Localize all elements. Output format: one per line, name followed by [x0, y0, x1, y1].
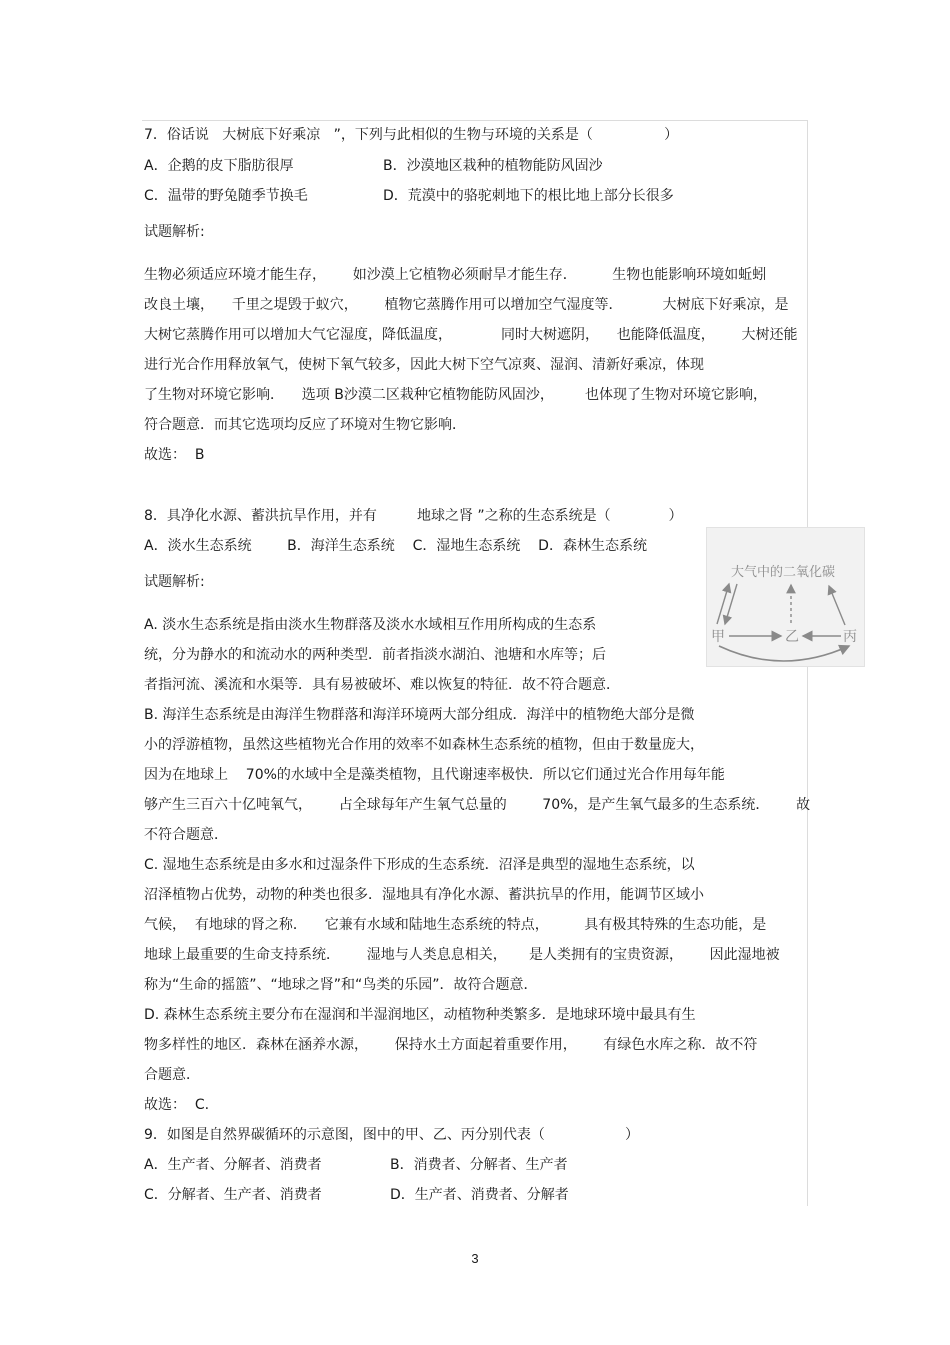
q8-analysis-line: D. 森林生态系统主要分布在湿润和半湿润地区，动植物种类繁多．是地球环境中最具有生	[144, 1007, 696, 1023]
q8-analysis-line: 物多样性的地区．森林在涵养水源， 保持水土方面起着重要作用， 有绿色水库之称．故不符	[144, 1037, 758, 1053]
q9-option-c: C．分解者、生产者、消费者	[144, 1187, 322, 1203]
q8-analysis-line: 小的浮游植物，虽然这些植物光合作用的效率不如森林生态系统的植物，但由于数量庞大，	[144, 737, 704, 753]
arrow-jia-to-bing	[719, 646, 849, 661]
q8-analysis-line: B. 海洋生态系统是由海洋生物群落和海洋环境两大部分组成．海洋中的植物绝大部分是微	[144, 707, 695, 723]
atmosphere-co2-label: 大气中的二氧化碳	[731, 565, 836, 580]
q8-analysis-line: 统，分为静水的和流动水的两种类型．前者指淡水湖泊、池塘和水库等；后	[144, 647, 606, 663]
q7-analysis-line: 进行光合作用释放氧气，使树下氧气较多，因此大树下空气凉爽、湿润、清新好乘凉，体现	[144, 357, 704, 373]
q8-analysis-line: 因为在地球上 70%的水域中全是藻类植物，且代谢速率极快．所以它们通过光合作用每年能	[144, 767, 725, 783]
q7-option-d: D．荒漠中的骆驼刺地下的根比地上部分长很多	[383, 188, 674, 204]
q7-option-a: A．企鹅的皮下脂肪很厚	[144, 158, 294, 174]
q8-analysis-line: C. 湿地生态系统是由多水和过湿条件下形成的生态系统．沼泽是典型的湿地生态系统，以	[144, 857, 695, 873]
q7-answer: 故选： B	[144, 447, 205, 463]
q7-analysis-line: 生物必须适应环境才能生存， 如沙漠上它植物必须耐旱才能生存． 生物也能影响环境如蚯蚓	[144, 267, 767, 283]
q8-analysis-line: 不符合题意．	[144, 827, 228, 843]
q7-option-c: C．温带的野兔随季节换毛	[144, 188, 308, 204]
q8-analysis-line: 者指河流、溪流和水渠等．具有易被破坏、难以恢复的特征．故不符合题意．	[144, 677, 620, 693]
q7-analysis-line: 改良土壤， 千里之堤毁于蚁穴， 植物它蒸腾作用可以增加空气湿度等． 大树底下好乘凉，是	[144, 297, 789, 313]
q8-analysis-line: 称为“生命的摇篮”、“地球之肾”和“鸟类的乐园”．故符合题意．	[144, 977, 538, 993]
q8-analysis-line: 够产生三百六十亿吨氧气， 占全球每年产生氧气总量的 70%，是产生氧气最多的生态系统． 故	[144, 797, 811, 813]
q7-stem: 7．俗话说 大树底下好乘凉 ”，下列与此相似的生物与环境的关系是（ ）	[144, 127, 679, 143]
q8-analysis-label: 试题解析:	[144, 574, 205, 590]
jia-label: 甲	[711, 629, 725, 645]
q8-analysis-line: 沼泽植物占优势，动物的种类也很多．湿地具有净化水源、蓄洪抗旱的作用，能调节区域小	[144, 887, 704, 903]
q7-analysis-label: 试题解析:	[144, 224, 205, 240]
arrow-bing-to-atmosphere	[829, 586, 845, 625]
q8-stem: 8．具净化水源、蓄洪抗旱作用，并有 地球之肾 ”之称的生态系统是（ ）	[144, 508, 683, 524]
carbon-cycle-diagram	[707, 528, 864, 666]
page-number: 3	[471, 1251, 479, 1266]
q9-option-d: D．生产者、消费者、分解者	[390, 1187, 569, 1203]
q8-analysis-line: 地球上最重要的生命支持系统． 湿地与人类息息相关， 是人类拥有的宝贵资源， 因此湿地被	[144, 947, 780, 963]
q9-option-b: B．消费者、分解者、生产者	[390, 1157, 568, 1173]
q8-analysis-line: 合题意．	[144, 1067, 200, 1083]
q9-stem: 9．如图是自然界碳循环的示意图，图中的甲、乙、丙分别代表（ ）	[144, 1127, 640, 1143]
q8-answer: 故选： C.	[144, 1097, 210, 1113]
q9-option-a: A．生产者、分解者、消费者	[144, 1157, 322, 1173]
q8-analysis-line: 气候， 有地球的肾之称． 它兼有水域和陆地生态系统的特点， 具有极其特殊的生态功能，是	[144, 917, 767, 933]
q7-option-b: B．沙漠地区栽种的植物能防风固沙	[383, 158, 603, 174]
q7-analysis-line: 了生物对环境它影响． 选项 B沙漠二区栽种它植物能防风固沙， 也体现了生物对环境它影响，	[144, 387, 768, 403]
carbon-cycle-figure	[706, 527, 865, 667]
q7-analysis-line: 符合题意．而其它选项均反应了环境对生物它影响．	[144, 417, 466, 433]
q7-analysis-line: 大树它蒸腾作用可以增加大气它湿度，降低温度， 同时大树遮阴， 也能降低温度， 大树还能	[144, 327, 798, 343]
bing-label: 丙	[843, 629, 857, 645]
yi-label: 乙	[785, 629, 799, 645]
q8-options: A．淡水生态系统 B．海洋生态系统 C．湿地生态系统 D．森林生态系统	[144, 538, 647, 554]
q8-analysis-line: A. 淡水生态系统是指由淡水生物群落及淡水水域相互作用所构成的生态系	[144, 617, 597, 633]
